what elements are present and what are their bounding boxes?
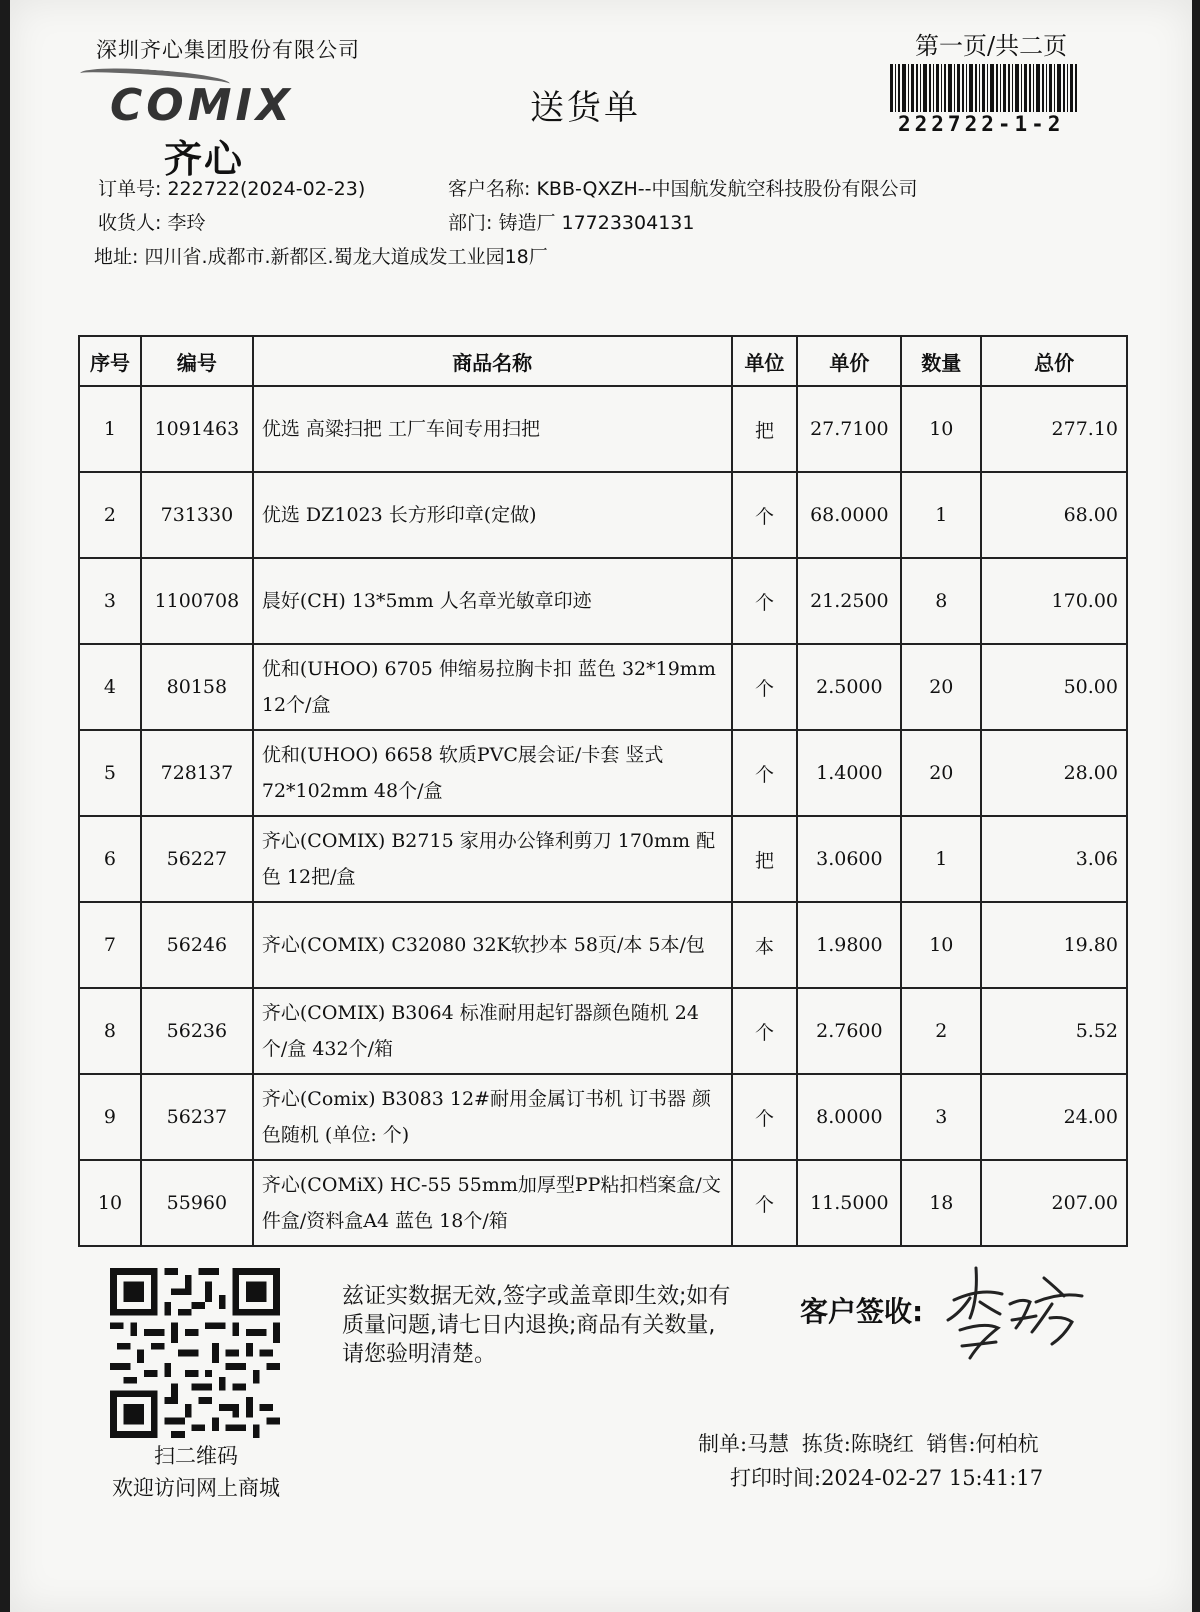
row-unit: 把 [732, 386, 798, 472]
row-total: 28.00 [981, 730, 1127, 816]
row-code: 1091463 [141, 386, 253, 472]
qr-caption [98, 1440, 294, 1504]
row-unit: 本 [732, 902, 798, 988]
table-row [79, 1074, 1127, 1160]
row-code: 56246 [141, 902, 253, 988]
row-index: 4 [79, 644, 141, 730]
header-total: 总价 [981, 336, 1127, 386]
row-quantity: 10 [901, 386, 981, 472]
row-code: 56236 [141, 988, 253, 1074]
row-total: 68.00 [981, 472, 1127, 558]
row-index: 7 [79, 902, 141, 988]
row-quantity: 20 [901, 644, 981, 730]
row-unit-price: 8.0000 [797, 1074, 901, 1160]
row-total: 50.00 [981, 644, 1127, 730]
row-unit: 个 [732, 730, 798, 816]
receiver-label: 收货人: [98, 212, 162, 234]
row-index: 9 [79, 1074, 141, 1160]
row-quantity: 2 [901, 988, 981, 1074]
row-total: 5.52 [981, 988, 1127, 1074]
logo-chinese: 齐心 [164, 137, 245, 181]
row-quantity: 18 [901, 1160, 981, 1246]
comix-logo [80, 66, 340, 181]
row-unit-price: 1.4000 [797, 730, 901, 816]
row-index: 5 [79, 730, 141, 816]
row-total: 170.00 [981, 558, 1127, 644]
table-row [79, 558, 1127, 644]
row-total: 24.00 [981, 1074, 1127, 1160]
handwritten-signature [940, 1258, 1090, 1368]
row-product-name: 齐心(Comix) B3083 12#耐用金属订书机 订书器 颜色随机 (单位: 个) [253, 1074, 732, 1160]
address-value: 四川省.成都市.新都区.蜀龙大道成发工业园18厂 [144, 246, 548, 268]
table-row [79, 816, 1127, 902]
header-product-name: 商品名称 [253, 336, 732, 386]
row-unit-price: 21.2500 [797, 558, 901, 644]
row-unit: 个 [732, 1160, 798, 1246]
address-label: 地址: [94, 246, 139, 268]
logo-english: COMIX [110, 80, 294, 131]
row-code: 1100708 [141, 558, 253, 644]
barcode-icon [890, 64, 1080, 112]
qr-code-icon [110, 1268, 280, 1438]
row-index: 2 [79, 472, 141, 558]
customer-sign-label: 客户签收: [800, 1295, 924, 1328]
row-unit-price: 27.7100 [797, 386, 901, 472]
row-code: 56237 [141, 1074, 253, 1160]
row-quantity: 3 [901, 1074, 981, 1160]
row-unit-price: 1.9800 [797, 902, 901, 988]
barcode-number: 222722-1-2 [898, 112, 1065, 136]
row-code: 80158 [141, 644, 253, 730]
row-unit-price: 2.7600 [797, 988, 901, 1074]
row-unit: 个 [732, 558, 798, 644]
qr-caption-line1: 扫二维码 [154, 1444, 238, 1468]
row-product-name: 优和(UHOO) 6705 伸缩易拉胸卡扣 蓝色 32*19mm 12个/盒 [253, 644, 732, 730]
customer-label: 客户名称: [448, 178, 531, 200]
table-row [79, 1160, 1127, 1246]
row-product-name: 优选 DZ1023 长方形印章(定做) [253, 472, 732, 558]
customer-name [448, 174, 918, 201]
row-unit: 个 [732, 988, 798, 1074]
row-total: 19.80 [981, 902, 1127, 988]
row-quantity: 1 [901, 472, 981, 558]
row-unit-price: 2.5000 [797, 644, 901, 730]
page-info: 第一页/共二页 [915, 32, 1068, 60]
customer-value: KBB-QXZH--中国航发航空科技股份有限公司 [536, 178, 918, 200]
row-product-name: 齐心(COMiX) HC-55 55mm加厚型PP粘扣档案盒/文件盒/资料盒A4 蓝色 18个/箱 [253, 1160, 732, 1246]
row-index: 6 [79, 816, 141, 902]
row-product-name: 齐心(COMIX) C32080 32K软抄本 58页/本 5本/包 [253, 902, 732, 988]
row-unit: 个 [732, 1074, 798, 1160]
row-unit-price: 68.0000 [797, 472, 901, 558]
row-index: 3 [79, 558, 141, 644]
qr-caption-line2: 欢迎访问网上商城 [112, 1476, 280, 1500]
company-name: 深圳齐心集团股份有限公司 [96, 38, 360, 62]
row-unit: 个 [732, 644, 798, 730]
table-row [79, 386, 1127, 472]
document-title: 送货单 [530, 88, 641, 128]
row-total: 207.00 [981, 1160, 1127, 1246]
header-code: 编号 [141, 336, 253, 386]
header-unit: 单位 [732, 336, 798, 386]
row-quantity: 10 [901, 902, 981, 988]
table-header-row [79, 336, 1127, 386]
row-index: 1 [79, 386, 141, 472]
row-unit: 个 [732, 472, 798, 558]
print-time: 打印时间:2024-02-27 15:41:17 [730, 1466, 1044, 1490]
receiver-value: 李玲 [167, 212, 206, 234]
order-number-label: 订单号: [98, 178, 162, 200]
row-unit-price: 3.0600 [797, 816, 901, 902]
table-row [79, 902, 1127, 988]
order-number-value: 222722(2024-02-23) [167, 178, 366, 200]
row-unit-price: 11.5000 [797, 1160, 901, 1246]
row-product-name: 晨好(CH) 13*5mm 人名章光敏章印迹 [253, 558, 732, 644]
row-code: 728137 [141, 730, 253, 816]
delivery-note-paper [10, 0, 1192, 1612]
row-total: 277.10 [981, 386, 1127, 472]
order-number [98, 174, 365, 201]
row-product-name: 优和(UHOO) 6658 软质PVC展会证/卡套 竖式 72*102mm 48个/盒 [253, 730, 732, 816]
row-product-name: 齐心(COMIX) B2715 家用办公锋利剪刀 170mm 配色 12把/盒 [253, 816, 732, 902]
row-product-name: 优选 高粱扫把 工厂车间专用扫把 [253, 386, 732, 472]
department [448, 208, 694, 235]
receiver [98, 208, 205, 235]
row-unit: 把 [732, 816, 798, 902]
staff-info: 制单:马慧 拣货:陈晓红 销售:何柏杭 [698, 1432, 1039, 1456]
header-unit-price: 单价 [797, 336, 901, 386]
header-quantity: 数量 [901, 336, 981, 386]
notice-text: 兹证实数据无效,签字或盖章即生效;如有质量问题,请七日内退换;商品有关数量,请您验明清楚。 [342, 1284, 731, 1367]
header-index: 序号 [79, 336, 141, 386]
table-row [79, 988, 1127, 1074]
row-quantity: 8 [901, 558, 981, 644]
items-table [78, 335, 1128, 1247]
row-quantity: 20 [901, 730, 981, 816]
row-index: 8 [79, 988, 141, 1074]
row-index: 10 [79, 1160, 141, 1246]
row-quantity: 1 [901, 816, 981, 902]
table-row [79, 730, 1127, 816]
row-code: 56227 [141, 816, 253, 902]
table-row [79, 644, 1127, 730]
row-code: 55960 [141, 1160, 253, 1246]
department-value: 铸造厂 17723304131 [498, 212, 695, 234]
row-code: 731330 [141, 472, 253, 558]
address [94, 242, 548, 269]
row-product-name: 齐心(COMIX) B3064 标准耐用起钉器颜色随机 24个/盒 432个/箱 [253, 988, 732, 1074]
table-row [79, 472, 1127, 558]
department-label: 部门: [448, 212, 493, 234]
row-total: 3.06 [981, 816, 1127, 902]
